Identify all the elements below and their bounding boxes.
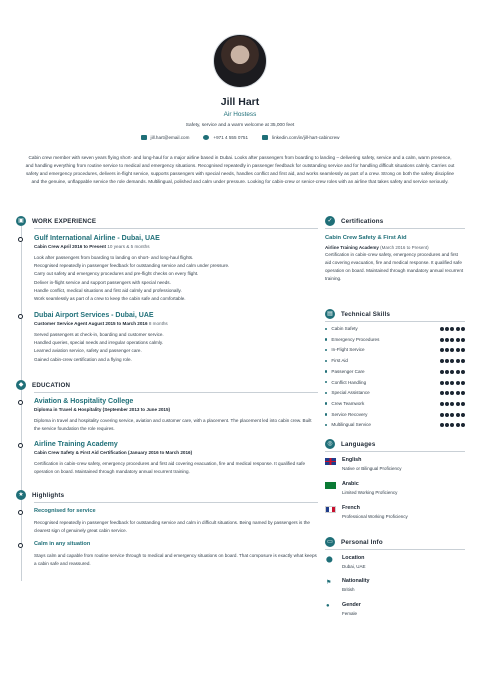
- bullet-icon: [325, 370, 327, 372]
- rating-dot: [456, 423, 460, 427]
- language-item: Arabic Limited Working Proficiency: [325, 481, 465, 503]
- timeline-dot: [18, 443, 23, 448]
- rating-dot: [456, 402, 460, 406]
- rating-dot: [456, 391, 460, 395]
- rating-dot: [440, 348, 444, 352]
- timeline-dot: [18, 237, 23, 242]
- languages-heading: ◎ Languages: [325, 439, 375, 449]
- certification-description: Certification in cabin-crew safety, emergency procedures and first aid covering evacuation, fire and medical response. It qualified safe operation on board. Maintained through mandatory annual recurrent training.: [325, 252, 464, 281]
- rating-dot: [445, 338, 449, 342]
- phone-contact[interactable]: +971 4 555 0751: [203, 135, 248, 140]
- rating-dot: [450, 338, 454, 342]
- education-entry: [34, 441, 318, 476]
- linkedin-icon: [262, 135, 268, 140]
- rating-dot: [440, 338, 444, 342]
- rating-dot: [461, 359, 465, 363]
- rating-dot: [456, 359, 460, 363]
- skill-name: Emergency Procedures: [331, 336, 380, 342]
- rating-dot: [456, 348, 460, 352]
- education-divider: [34, 392, 318, 393]
- skill-item: [325, 401, 465, 412]
- education-heading: ◆ EDUCATION: [16, 380, 70, 390]
- skill-item: [325, 422, 465, 433]
- personal-info-divider: [325, 549, 465, 550]
- skill-item: [325, 347, 465, 358]
- skill-rating: [440, 402, 465, 406]
- role-dates: Customer Service Agent August 2015 to March 2016 8 months: [34, 321, 168, 326]
- rating-dot: [461, 391, 465, 395]
- duties-list: Served passengers at check-in, boarding and customer service. Handled queries, special needs and irregular operations calmly. Learned aviation service, safety and passenger care. Gained cabin-crew certification and a flying role.: [34, 332, 164, 362]
- skill-name: First Aid: [331, 358, 348, 364]
- rating-dot: [445, 423, 449, 427]
- skill-name: Passenger Care: [331, 368, 365, 374]
- rating-dot: [440, 391, 444, 395]
- education-description: Diploma in travel and hospitality covering service, aviation and customer care, with a placement. The placement led into cabin crew. Built the service foundation the role requires.: [34, 418, 312, 431]
- highlight-entry: [34, 541, 318, 568]
- skill-rating: [440, 359, 465, 363]
- rating-dot: [445, 402, 449, 406]
- degree: Cabin Crew Safety & First Aid Certification (January 2016 to March 2016): [34, 450, 193, 455]
- bullet-icon: [325, 381, 327, 383]
- school-name: Airline Training Academy: [34, 441, 118, 448]
- skill-rating: [440, 348, 465, 352]
- rating-dot: [456, 381, 460, 385]
- highlight-entry: [34, 508, 318, 535]
- skill-name: Multilingual Service: [331, 422, 371, 428]
- rating-dot: [450, 391, 454, 395]
- company-name: Gulf International Airline - Dubai, UAE: [34, 235, 160, 242]
- profile-photo: [213, 34, 267, 88]
- experience-entry: [34, 312, 318, 364]
- highlight-text: Recognised repeatedly in passenger feedback for outstanding service and calm in difficult situations. Being named by passengers is the clearest sign of genuinely great cabin service.: [34, 520, 310, 533]
- skill-name: Crew Teamwork: [331, 400, 365, 406]
- skill-item: [325, 412, 465, 423]
- certificate-icon: ✓: [325, 216, 335, 226]
- rating-dot: [461, 413, 465, 417]
- bullet-icon: [325, 328, 327, 330]
- skill-name: Conflict Handling: [331, 379, 367, 385]
- rating-dot: [440, 359, 444, 363]
- skill-rating: [440, 381, 465, 385]
- rating-dot: [440, 327, 444, 331]
- email-contact[interactable]: jill.hart@email.com: [141, 135, 190, 140]
- rating-dot: [450, 402, 454, 406]
- skills-divider: [325, 321, 465, 322]
- experience-divider: [34, 228, 318, 229]
- skill-name: In-Flight Service: [331, 347, 365, 353]
- profile-summary: Cabin crew member with seven years flying short- and long-haul for a major airline based in Dubai. Looks after passengers from boarding to landing – delivering safety, service and a calm, warm presence, and handling everything from routine service to medical and emergency situations. Recognised repeatedly in passenger feedback for outstanding service and for handling difficult situations calmly. Carries out safety and emergency procedures, delivers in-flight service, supports passengers with special needs, handles conflict and first aid, and works seamlessly as part of a crew. Strong on both the safety discipline and the genuine, unflappable service the role demands. Multilingual, polished and calm under pressure. Looking for cabin-crew or senior-crew roles with an airline that takes safety and service seriously.: [25, 155, 455, 184]
- rating-dot: [440, 381, 444, 385]
- rating-dot: [440, 370, 444, 374]
- rating-dot: [450, 348, 454, 352]
- school-name: Aviation & Hospitality College: [34, 398, 134, 405]
- rating-dot: [445, 359, 449, 363]
- rating-dot: [440, 423, 444, 427]
- rating-dot: [440, 413, 444, 417]
- resume-header: [0, 34, 480, 140]
- rating-dot: [445, 381, 449, 385]
- graduation-cap-icon: ◆: [16, 380, 26, 390]
- education-entry: [34, 398, 318, 433]
- rating-dot: [450, 413, 454, 417]
- rating-dot: [445, 348, 449, 352]
- person-icon: ●: [326, 603, 330, 609]
- language-item: English Native or Bilingual Proficiency: [325, 457, 465, 479]
- location-pin-icon: ⬤: [326, 557, 333, 563]
- candidate-name: Jill Hart: [220, 96, 260, 108]
- rating-dot: [456, 338, 460, 342]
- personal-info-heading: ▭ Personal Info: [325, 537, 383, 547]
- education-description: Certification in cabin-crew safety, emergency procedures and first aid covering evacuation, fire and medical response. It qualified safe operation on board. Maintained through mandatory annual recurrent training.: [34, 461, 306, 474]
- skill-rating: [440, 391, 465, 395]
- rating-dot: [456, 327, 460, 331]
- flag-icon: ⚑: [326, 580, 332, 586]
- bullet-icon: [325, 392, 327, 394]
- rating-dot: [450, 370, 454, 374]
- briefcase-icon: ▣: [16, 216, 26, 226]
- skill-rating: [440, 413, 465, 417]
- skill-item: [325, 390, 465, 401]
- skills-heading: ▤ Technical Skills: [325, 309, 390, 319]
- rating-dot: [450, 327, 454, 331]
- skill-item: [325, 326, 465, 337]
- phone-icon: [203, 135, 209, 140]
- job-title: Air Hostess: [223, 111, 257, 118]
- language-item: French Professional Working Proficiency: [325, 505, 465, 527]
- experience-heading: ▣ WORK EXPERIENCE: [16, 216, 96, 226]
- rating-dot: [461, 402, 465, 406]
- certification-entry: [325, 235, 465, 283]
- rating-dot: [456, 413, 460, 417]
- rating-dot: [461, 327, 465, 331]
- timeline-dot: [18, 510, 23, 515]
- bullet-icon: [325, 338, 327, 340]
- rating-dot: [445, 391, 449, 395]
- personal-info-item: ⚑ Nationality British: [326, 578, 370, 592]
- skill-rating: [440, 423, 465, 427]
- skill-name: Special Assistance: [331, 390, 370, 396]
- experience-entry: [34, 235, 318, 303]
- certification-issuer: Airline Training Academy (March 2016 to Present): [325, 245, 429, 250]
- saudi-flag-icon: [325, 482, 336, 489]
- rating-dot: [461, 348, 465, 352]
- duties-list: Look after passengers from boarding to landing on short- and long-haul flights. Recognised repeatedly in passenger feedback for outstanding service and calm under pressure. Carry out safety and emergency procedures and pre-flight checks on every flight. Deliver in-flight service and support passengers with special needs. Handle conflict, medical situations and first aid calmly and professionally. Work seamlessly as part of a crew to keep the cabin safe and comfortable.: [34, 255, 230, 302]
- star-icon: ★: [16, 490, 26, 500]
- email-icon: [141, 135, 147, 140]
- skill-rating: [440, 338, 465, 342]
- skill-item: [325, 380, 465, 391]
- personal-info-item: ● Gender Female: [326, 602, 361, 616]
- skill-item: [325, 337, 465, 348]
- highlight-text: Stays calm and capable from routine service through to medical and emergency situations on board. That composure is exactly what keeps a cabin safe and reassured.: [34, 553, 317, 566]
- tagline: Safety, service and a warm welcome at 35,000 feet: [185, 123, 295, 128]
- rating-dot: [461, 338, 465, 342]
- personal-info-item: ⬤ Location Dubai, UAE: [326, 555, 366, 569]
- skill-name: Service Recovery: [331, 411, 368, 417]
- highlights-divider: [34, 502, 318, 503]
- bar-chart-icon: ▤: [325, 309, 335, 319]
- rating-dot: [445, 413, 449, 417]
- rating-dot: [461, 381, 465, 385]
- timeline-dot: [18, 400, 23, 405]
- bullet-icon: [325, 349, 327, 351]
- rating-dot: [450, 381, 454, 385]
- highlight-title: Calm in any situation: [34, 541, 91, 547]
- languages-divider: [325, 451, 465, 452]
- linkedin-contact[interactable]: linkedin.com/in/jill-hart-cabincrew: [262, 135, 339, 140]
- rating-dot: [456, 370, 460, 374]
- rating-dot: [461, 423, 465, 427]
- rating-dot: [461, 370, 465, 374]
- highlight-title: Recognised for service: [34, 508, 96, 514]
- rating-dot: [440, 402, 444, 406]
- uk-flag-icon: [325, 458, 336, 465]
- contact-row: [0, 135, 480, 140]
- bullet-icon: [325, 424, 327, 426]
- company-name: Dubai Airport Services - Dubai, UAE: [34, 312, 154, 319]
- role-dates: Cabin Crew April 2016 to Present 10 years & 5 months: [34, 244, 150, 249]
- bullet-icon: [325, 413, 327, 415]
- bullet-icon: [325, 402, 327, 404]
- highlights-heading: ★ Highlights: [16, 490, 64, 500]
- id-card-icon: ▭: [325, 537, 335, 547]
- rating-dot: [445, 370, 449, 374]
- timeline-dot: [18, 543, 23, 548]
- certifications-heading: ✓ Certifications: [325, 216, 383, 226]
- globe-icon: ◎: [325, 439, 335, 449]
- timeline-dot: [18, 314, 23, 319]
- skill-item: [325, 358, 465, 369]
- rating-dot: [445, 327, 449, 331]
- france-flag-icon: [325, 506, 336, 513]
- skill-rating: [440, 370, 465, 374]
- degree: Diploma in Travel & Hospitality (September 2013 to June 2015): [34, 407, 171, 412]
- certifications-divider: [325, 228, 465, 229]
- rating-dot: [450, 423, 454, 427]
- certification-title: Cabin Crew Safety & First Aid: [325, 235, 407, 241]
- skill-rating: [440, 327, 465, 331]
- skill-item: [325, 369, 465, 380]
- bullet-icon: [325, 360, 327, 362]
- skill-name: Cabin Safety: [331, 326, 358, 331]
- rating-dot: [450, 359, 454, 363]
